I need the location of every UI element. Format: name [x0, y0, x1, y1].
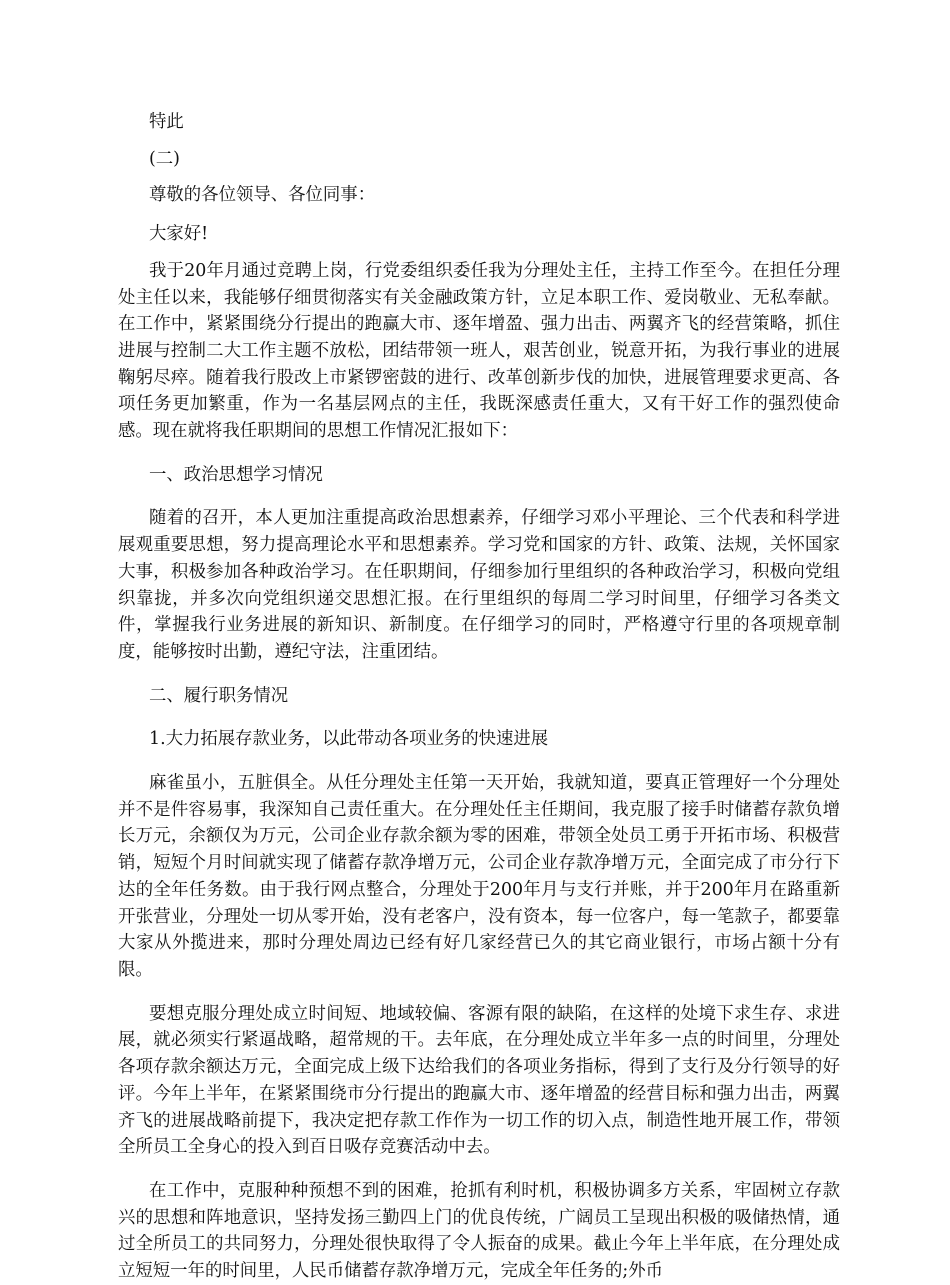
closing-remark: 特此 — [149, 112, 184, 132]
paragraph-results: 在工作中，克服种种预想不到的困难，抢抓有利时机，积极协调多方关系，牢固树立存款兴的思想和阵地意识，坚持发扬三勤四上门的优良传统，广阔员工呈现出积极的吸储热情，通过全所员工的共同努力，分理处很快取得了令人振奋的成果。截止今年上半年底，在分理处成立短短一年的时间里，人民币储蓄存款净增万元，完成全年任务的;外币 — [118, 1180, 840, 1282]
subheading-deposit-business: 1.大力拓展存款业务，以此带动各项业务的快速进展 — [149, 729, 549, 750]
paragraph-deposit-history: 麻雀虽小，五脏俱全。从任分理处主任第一天开始，我就知道，要真正管理好一个分理处并不是件容易事，我深知自己责任重大。在分理处任主任期间，我克服了接手时储蓄存款负增长万元，余额仅为万元，公司企业存款余额为零的困难，带领全处员工勇于开拓市场、积极营销，短短个月时间就实现了储蓄存款净增万元，公司企业存款净增万元，全面完成了市分行下达的全年任务数。由于我行网点整合，分理处于200年月与支行并账，并于200年月在路重新开张营业，分理处一切从零开始，没有老客户，没有资本，每一位客户，每一笔款子，都要靠大家从外揽进来，那时分理处周边已经有好几家经营已久的其它商业银行，市场占额十分有限。 — [118, 773, 840, 980]
heading-political-study: 一、政治思想学习情况 — [149, 464, 323, 485]
paragraph-strategy: 要想克服分理处成立时间短、地域较偏、客源有限的缺陷，在这样的处境下求生存、求进展，就必须实行紧逼战略，超常规的干。去年底，在分理处成立半年多一点的时间里，分理处各项存款余额达万元，全面完成上级下达给我们的各项业务指标，得到了支行及分行领导的好评。今年上半年，在紧紧围绕市分行提出的跑赢大市、逐年增盈的经营目标和强力出击，两翼齐飞的进展战略前提下，我决定把存款工作作为一切工作的切入点，制造性地开展工作，带领全所员工全身心的投入到百日吸存竞赛活动中去。 — [118, 1003, 840, 1158]
paragraph-intro: 我于20年月通过竞聘上岗，行党委组织委任我为分理处主任，主持工作至今。在担任分理处主任以来，我能够仔细贯彻落实有关金融政策方针，立足本职工作、爱岗敬业、无私奉献。在工作中，紧紧围绕分行提出的跑赢大市、逐年增盈、强力出击、两翼齐飞的经营策略，抓住进展与控制二大工作主题不放松，团结带领一班人，艰苦创业，锐意开拓，为我行事业的进展鞠躬尽瘁。随着我行股改上市紧锣密鼓的进行、改革创新步伐的加快，进展管理要求更高、各项任务更加繁重，作为一名基层网点的主任，我既深感责任重大，又有干好工作的强烈使命感。现在就将我任职期间的思想工作情况汇报如下： — [118, 260, 840, 442]
greeting: 大家好! — [149, 224, 209, 245]
salutation: 尊敬的各位领导、各位同事： — [149, 185, 376, 206]
document-body — [118, 109, 840, 1285]
heading-duties: 二、履行职务情况 — [149, 685, 289, 706]
section-number: (二) — [149, 148, 180, 169]
paragraph-political-study: 随着的召开，本人更加注重提高政治思想素养，仔细学习邓小平理论、三个代表和科学进展观重要思想，努力提高理论水平和思想素养。学习党和国家的方针、政策、法规，关怀国家大事，积极参加各种政治学习。在任职期间，仔细参加行里组织的各种政治学习，积极向党组织靠拢，并多次向党组织递交思想汇报。在行里组织的每周二学习时间里，仔细学习各类文件，掌握我行业务进展的新知识、新制度。在仔细学习的同时，严格遵守行里的各项规章制度，能够按时出勤，遵纪守法，注重团结。 — [118, 508, 840, 662]
